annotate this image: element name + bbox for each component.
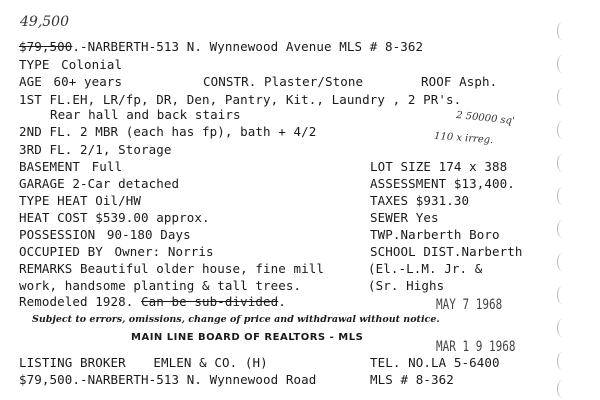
constr-label: CONSTR. [203, 74, 257, 89]
assessment-value: $13,400. [453, 176, 515, 191]
handwritten-revised-price: 49,500 [20, 14, 69, 30]
remarks-line-3 [19, 295, 286, 309]
punch-hole-mark [557, 220, 568, 238]
headline-text: .-NARBERTH-513 N. Wynnewood Avenue MLS # 8-362 [72, 39, 424, 54]
possession-row [19, 228, 191, 242]
assessment-label: ASSESSMENT [370, 176, 447, 191]
summary-mls: MLS # 8-362 [370, 372, 454, 387]
age-label: AGE [19, 74, 42, 89]
date-stamp-may: MAY 7 1968 [436, 296, 503, 313]
date-stamp-mar: MAR 1 9 1968 [436, 338, 516, 355]
lot-size-value: 174 x 388 [438, 159, 508, 174]
second-floor-row [19, 125, 316, 139]
remarks-label: REMARKS [19, 261, 73, 276]
constr-value: Plaster/Stone [264, 74, 364, 89]
taxes-value: $931.30 [415, 193, 470, 208]
school-value: Narberth [461, 244, 523, 259]
heat-cost-label: HEAT COST [19, 210, 88, 225]
sewer-row [370, 211, 439, 225]
school-detail-1: (El.-L.M. Jr. & [368, 261, 483, 276]
third-floor-row [19, 143, 172, 157]
board-name: MAIN LINE BOARD OF REALTORS - MLS [131, 332, 364, 343]
struck-old-price: $79,500 [19, 39, 73, 54]
tel-label: TEL. [370, 355, 401, 370]
broker-row [19, 356, 268, 370]
lot-size-label: LOT SIZE [370, 159, 432, 174]
basement-value: Full [91, 159, 123, 174]
first-floor-label: 1ST FL. [19, 92, 73, 107]
punch-hole-mark [557, 22, 568, 40]
occupied-label: OCCUPIED BY [19, 244, 103, 259]
headline-line [19, 40, 423, 54]
twp-label: TWP. [370, 227, 401, 242]
first-floor-value: EH, LR/fp, DR, Den, Pantry, Kit., Laundry , 2 PR's. [72, 92, 462, 107]
remarks-remodeled: Remodeled 1928. [19, 294, 134, 309]
tel-row [370, 356, 500, 370]
garage-value: 2-Car detached [72, 176, 180, 191]
punch-hole-mark [557, 253, 568, 271]
punch-hole-mark [557, 319, 568, 337]
type-row [19, 58, 122, 72]
lot-size-row [370, 160, 507, 174]
twp-value: Narberth Boro [400, 227, 500, 242]
taxes-row [370, 194, 469, 208]
age-row [19, 75, 122, 89]
remarks-row [19, 262, 324, 276]
type-value: Colonial [61, 57, 123, 72]
occupied-value: Owner: Norris [114, 244, 214, 259]
first-floor-row [19, 93, 461, 107]
handwritten-lot-note-2: 110 x irreg. [433, 130, 494, 147]
basement-row [19, 160, 122, 174]
handwritten-lot-note-1: 2 50000 sq' [455, 109, 516, 128]
punch-hole-mark [557, 154, 568, 172]
punch-hole-mark [557, 352, 568, 370]
roof-row [421, 75, 497, 89]
roof-value: Asph. [459, 74, 498, 89]
third-floor-value: 2/1, Storage [80, 142, 172, 157]
remarks-line-1: Beautiful older house, fine mill [80, 261, 325, 276]
third-floor-label: 3RD FL. [19, 142, 73, 157]
broker-value: EMLEN & CO. (H) [153, 355, 268, 370]
heat-type-label: TYPE HEAT [19, 193, 88, 208]
disclaimer: Subject to errors, omissions, change of price and withdrawal without notice. [32, 314, 440, 325]
age-value: 60+ years [53, 74, 123, 89]
twp-row [370, 228, 500, 242]
punch-hole-mark [557, 380, 568, 398]
second-floor-label: 2ND FL. [19, 124, 73, 139]
punch-hole-mark [557, 88, 568, 106]
sewer-label: SEWER [370, 210, 409, 225]
heat-cost-value: $539.00 approx. [95, 210, 210, 225]
occupied-row [19, 245, 214, 259]
remarks-struck-text: Can be sub-divided [141, 294, 279, 309]
heat-type-value: Oil/HW [95, 193, 142, 208]
punch-hole-mark [557, 187, 568, 205]
type-label: TYPE [19, 57, 50, 72]
school-label: SCHOOL DIST. [370, 244, 462, 259]
tel-value: NO.LA 5-6400 [408, 355, 500, 370]
roof-label: ROOF [421, 74, 452, 89]
first-floor-row-2: Rear hall and back stairs [50, 107, 241, 122]
heat-type-row [19, 194, 141, 208]
remarks-line-2: work, handsome planting & tall trees. [19, 278, 302, 293]
garage-row [19, 177, 179, 191]
assessment-row [370, 177, 515, 191]
constr-row [203, 75, 363, 89]
school-row [370, 245, 523, 259]
punch-hole-mark [557, 55, 568, 73]
summary-row: $79,500.-NARBERTH-513 N. Wynnewood Road [19, 372, 317, 387]
punch-hole-mark [557, 121, 568, 139]
second-floor-value: 2 MBR (each has fp), bath + 4/2 [80, 124, 317, 139]
punch-hole-mark [557, 286, 568, 304]
heat-cost-row [19, 211, 210, 225]
school-detail-2: (Sr. Highs [368, 278, 445, 293]
sewer-value: Yes [415, 210, 439, 225]
basement-label: BASEMENT [19, 159, 81, 174]
possession-value: 90-180 Days [106, 227, 191, 242]
remarks-end: . [278, 294, 286, 309]
possession-label: POSSESSION [19, 227, 96, 242]
garage-label: GARAGE [19, 176, 65, 191]
broker-label: LISTING BROKER [19, 355, 126, 370]
taxes-label: TAXES [370, 193, 409, 208]
